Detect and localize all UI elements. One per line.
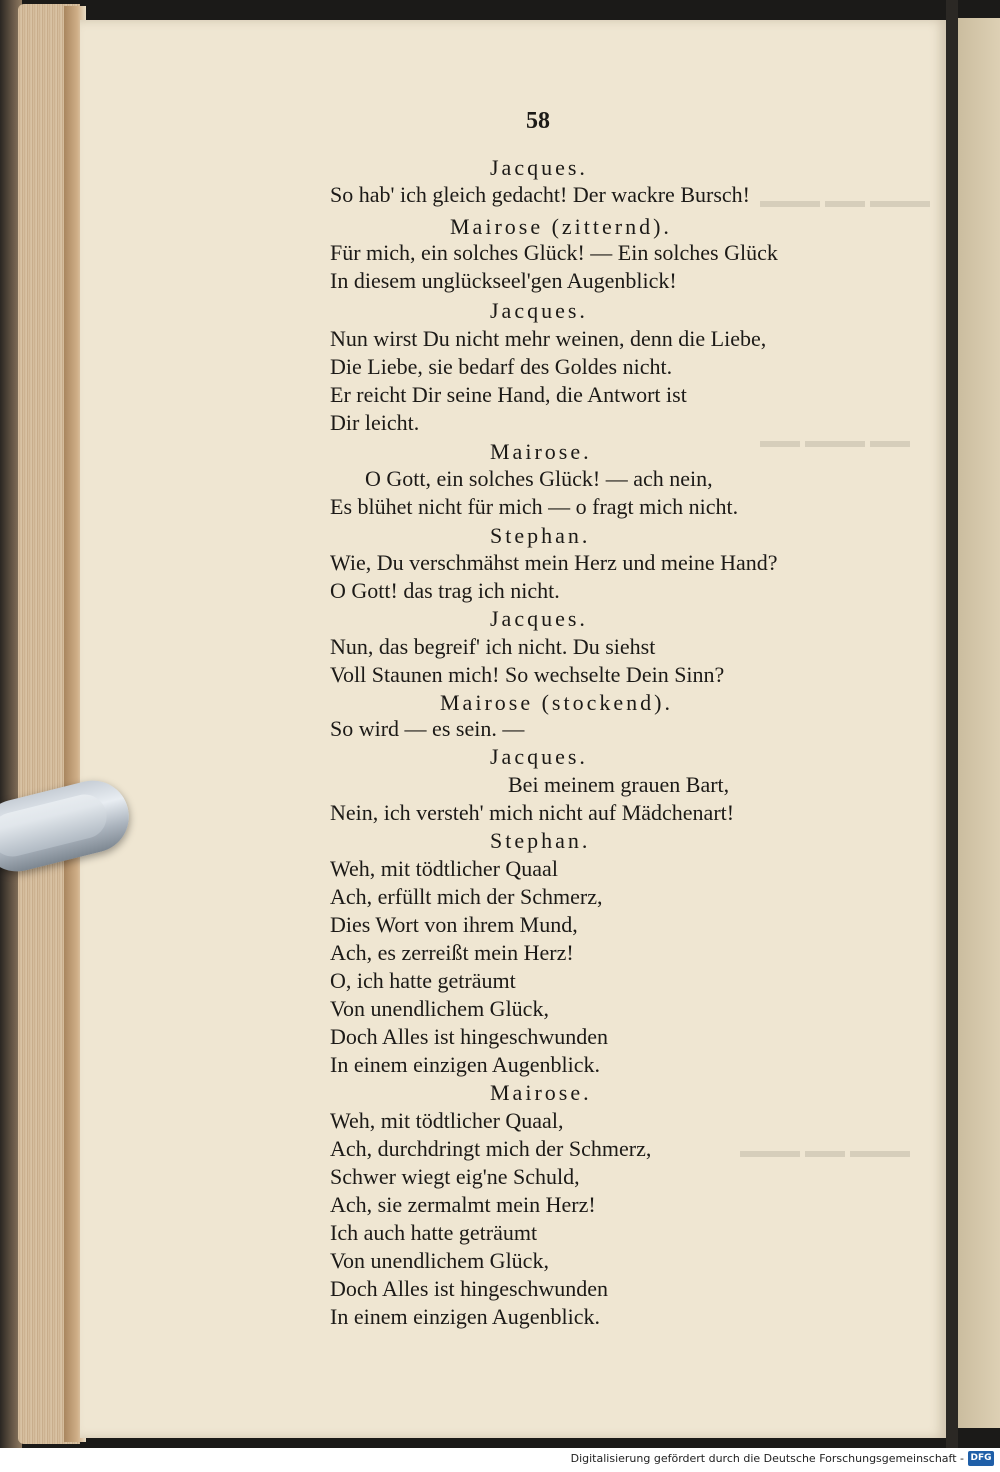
verse-line: Für mich, ein solches Glück! — Ein solches Glück [330,240,778,265]
digitization-credit: Digitalisierung gefördert durch die Deutsche Forschungsgemeinschaft - [570,1452,964,1465]
verse-line: Ach, durchdringt mich der Schmerz, [330,1136,652,1161]
verse-line: Ich auch hatte geträumt [330,1220,538,1245]
verse-line: Bei meinem grauen Bart, [508,772,730,797]
bleed-through: ▬▬ ▬▬▬ ▬▬ [760,430,910,452]
verse-line: So hab' ich gleich gedacht! Der wackre Bursch! [330,182,750,207]
verse-line: Nun wirst Du nicht mehr weinen, denn die Liebe, [330,326,767,351]
speaker-name: Jacques. [490,298,588,323]
bleed-through: ▬▬▬ ▬▬ ▬▬▬ [740,1140,910,1162]
verse-line: So wird — es sein. — [330,716,525,741]
speaker-name: Jacques. [490,155,588,180]
verse-line: Die Liebe, sie bedarf des Goldes nicht. [330,354,673,379]
speaker-name: Mairose. [490,439,592,464]
page-number: 58 [526,108,550,134]
verse-line: Weh, mit tödtlicher Quaal, [330,1108,564,1133]
page-separator [946,0,958,1448]
verse-line: In einem einzigen Augenblick. [330,1304,601,1329]
dfg-logo: DFG [968,1451,994,1466]
verse-line: Weh, mit tödtlicher Quaal [330,856,558,881]
clip-highlight [0,790,111,861]
verse-line: Von unendlichem Glück, [330,1248,549,1273]
verse-line: Dir leicht. [330,410,420,435]
verse-line: Wie, Du verschmähst mein Herz und meine Hand? [330,550,778,575]
speaker-name: Stephan. [490,523,591,548]
speaker-name: Mairose (stockend). [440,690,673,715]
verse-line: In einem einzigen Augenblick. [330,1052,601,1077]
verse-line: Ach, erfüllt mich der Schmerz, [330,884,603,909]
speaker-name: Mairose (zitternd). [450,214,672,239]
verse-line: Schwer wiegt eig'ne Schuld, [330,1164,580,1189]
verse-line: O, ich hatte geträumt [330,968,516,993]
verse-line: Voll Staunen mich! So wechselte Dein Sinn? [330,662,725,687]
verse-line: Doch Alles ist hingeschwunden [330,1276,609,1301]
verse-line: Doch Alles ist hingeschwunden [330,1024,609,1049]
facing-page-edge [958,18,1000,1428]
verse-line: Von unendlichem Glück, [330,996,549,1021]
verse-line: Er reicht Dir seine Hand, die Antwort ist [330,382,687,407]
verse-line: Ach, es zerreißt mein Herz! [330,940,574,965]
speaker-name: Mairose. [490,1080,592,1105]
verse-line: Es blühet nicht für mich — o fragt mich nicht. [330,494,739,519]
speaker-name: Stephan. [490,828,591,853]
bleed-through: ▬▬▬ ▬▬ ▬▬▬ [760,190,930,212]
verse-line: Nein, ich versteh' mich nicht auf Mädchenart! [330,800,735,825]
verse-line: O Gott, ein solches Glück! — ach nein, [365,466,713,491]
speaker-name: Jacques. [490,744,588,769]
speaker-name: Jacques. [490,606,588,631]
verse-line: Ach, sie zermalmt mein Herz! [330,1192,596,1217]
verse-line: Nun, das begreif' ich nicht. Du siehst [330,634,656,659]
verse-line: Dies Wort von ihrem Mund, [330,912,578,937]
verse-line: O Gott! das trag ich nicht. [330,578,560,603]
verse-line: In diesem unglückseel'gen Augenblick! [330,268,677,293]
